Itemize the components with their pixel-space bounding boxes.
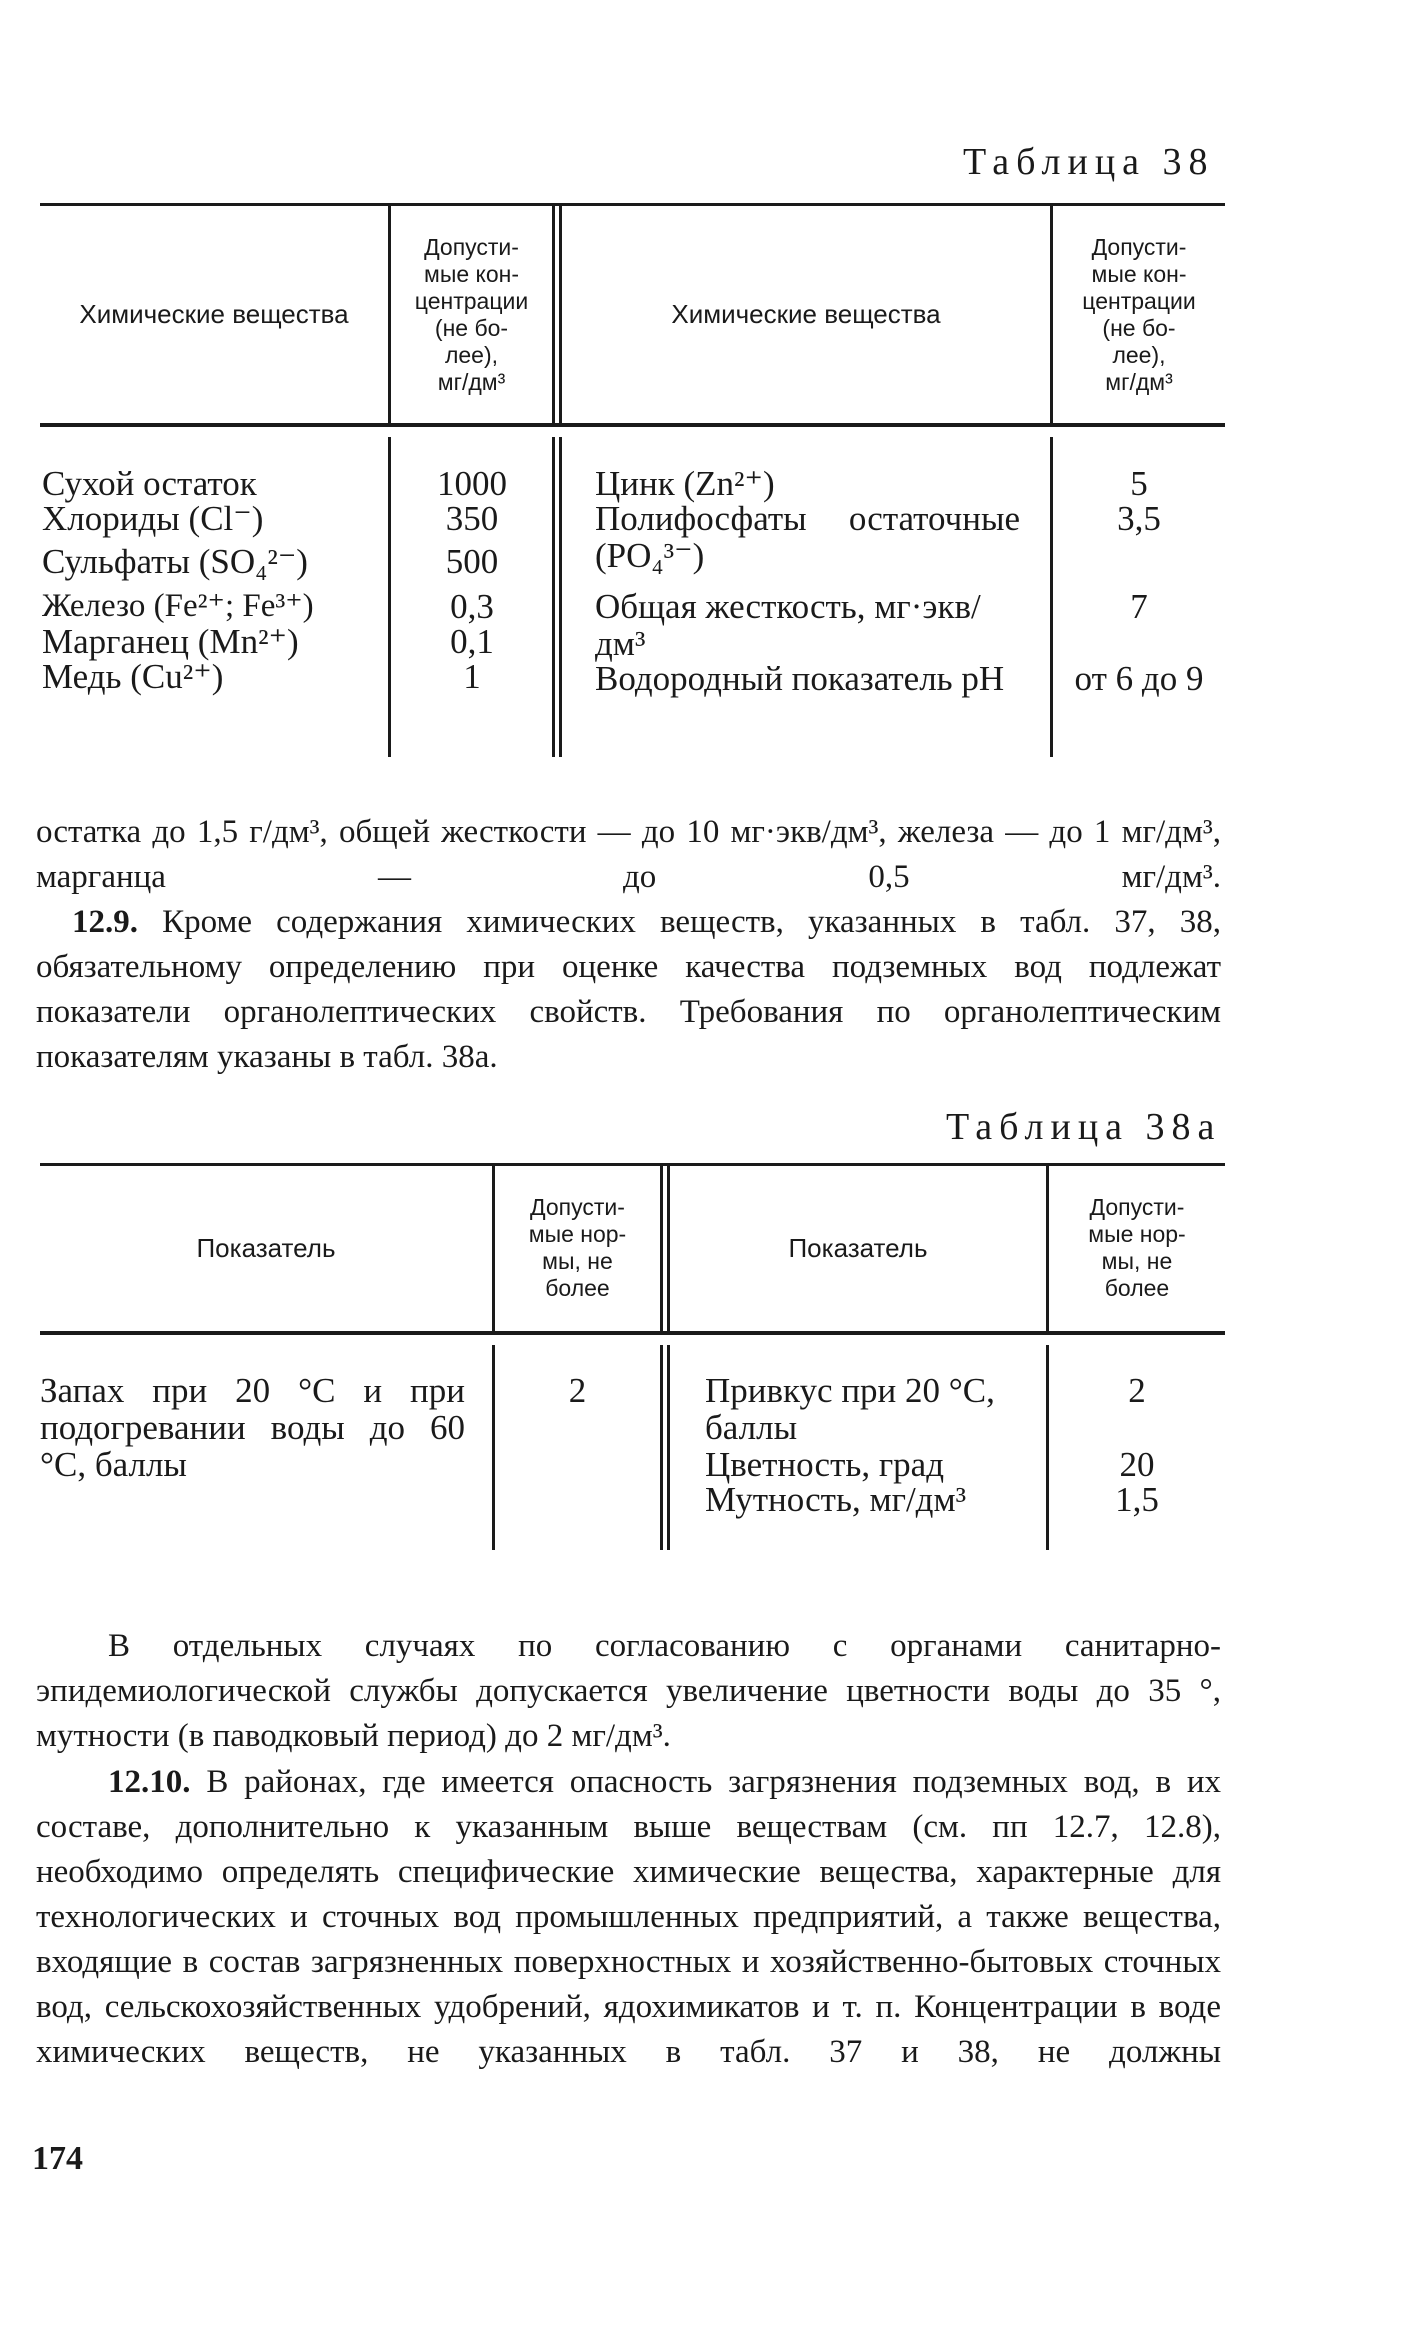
table-38-cell-name: Сухой остаток	[42, 464, 257, 503]
table-38-cell-name: Медь (Cu²⁺)	[42, 657, 224, 696]
table-38-header-concentration: Допусти- мые кон- центрации (не бо- лее), мг/дм³	[414, 234, 529, 395]
table-38-cell-value: 7	[1130, 587, 1148, 626]
table-38-cell-value: 500	[445, 542, 499, 581]
paragraph-12-9: 12.9. Кроме содержания химических веществ, указанных в табл. 37, 38, обязательному определению при оценке качества подземных вод подлежат показатели органолептических свойств. Требования по органолептическим показателям указаны в табл. 38а.	[36, 904, 1221, 1075]
table-38-header-rule	[40, 423, 1225, 427]
table-38-header-substance: Химические вещества	[79, 298, 349, 329]
table-38-cell-name: Железо (Fe²⁺; Fe³⁺)	[42, 588, 314, 624]
table-38-header-substance: Химические вещества	[671, 298, 941, 329]
table-38-body-divider	[388, 437, 391, 757]
table-38a-body-divider	[660, 1345, 663, 1550]
table-38-cell-name: Общая жесткость, мг·экв/дм³	[595, 587, 981, 663]
table-38-cell-value: 0,3	[450, 587, 494, 626]
paragraph-12-10: 12.10. В районах, где имеется опасность загрязнения подземных вод, в их составе, дополнительно к указанным выше веществам (см. пп 12.7, 12.8), необходимо определять специфические химические вещества, характерные для технологических и сточных вод промышленных предприятий, а также вещества, входящие в состав загрязненных поверхностных и хозяйственно-бытовых сточных вод, сельскохозяйственных удобрений, ядохимикатов и т. п. Концентрации в воде химических веществ, не указанных в табл. 37 и 38, не должны	[36, 1764, 1221, 2070]
table-38-body-divider	[552, 437, 555, 757]
table-38a-header-norm: Допусти- мые нор- мы, не более	[528, 1194, 627, 1301]
table-38-header-divider	[552, 205, 555, 423]
table-38a-caption: Таблица 38а	[946, 1106, 1222, 1148]
table-38-cell-name: Цинк (Zn²⁺)	[595, 464, 775, 503]
table-38a-header-norm: Допусти- мые нор- мы, не более	[1088, 1194, 1186, 1301]
table-38-cell-value: 5	[1130, 464, 1148, 503]
table-38-cell-value: 1000	[437, 464, 507, 503]
paragraph-note: В отдельных случаях по согласованию с органами санитарно-эпидемиологической службы допускается увеличение цветности воды до 35 °, мутности (в паводковый период) до 2 мг/дм³.	[36, 1628, 1221, 1754]
table-38a-header-divider	[660, 1165, 663, 1331]
table-38a-cell-name: Привкус при 20 °С, баллы	[705, 1371, 995, 1447]
table-38a-cell-value: 1,5	[1115, 1480, 1159, 1519]
table-38-caption: Таблица 38	[963, 141, 1215, 183]
clause-number: 12.10.	[108, 1764, 191, 1800]
table-38a-cell-value: 2	[568, 1371, 587, 1410]
table-38-cell-value: от 6 до 9	[1074, 659, 1204, 698]
table-38a-cell-value: 2	[1128, 1371, 1146, 1410]
table-38a-cell-name: Мутность, мг/дм³	[705, 1480, 967, 1519]
paragraph-continuation: остатка до 1,5 г/дм³, общей жесткости — до 10 мг·экв/дм³, железа — до 1 мг/дм³, марганца — до 0,5 мг/дм³.	[36, 814, 1221, 895]
table-38a-header-indicator: Показатель	[788, 1232, 928, 1263]
table-38a-header-rule	[40, 1331, 1225, 1335]
table-38-cell-value: 0,1	[450, 622, 494, 661]
table-38a-cell-name: Цветность, град	[705, 1445, 945, 1484]
table-38-cell-value: 350	[445, 499, 499, 538]
table-38-cell-value: 1	[463, 657, 481, 696]
page-number: 174	[32, 2140, 83, 2177]
table-38-cell-name: Полифосфаты остаточные (PO₄³⁻)	[595, 499, 1020, 575]
table-38-cell-value: 3,5	[1117, 499, 1161, 538]
table-38a-cell-value: 20	[1119, 1445, 1155, 1484]
table-38-cell-name: Марганец (Mn²⁺)	[42, 622, 299, 661]
table-38a-cell-name: Запах при 20 °С и при подогревании воды до 60 °С, баллы	[40, 1371, 465, 1484]
table-38-body-divider	[559, 437, 562, 757]
table-38-cell-name: Сульфаты (SO₄²⁻)	[42, 542, 308, 581]
table-38-header-concentration: Допусти- мые кон- центрации (не бо- лее), мг/дм³	[1082, 234, 1196, 395]
clause-number: 12.9.	[72, 904, 138, 940]
table-38a-header-indicator: Показатель	[196, 1232, 336, 1263]
table-38-cell-name: Водородный показатель pH	[595, 659, 1005, 698]
table-38a-body-divider	[667, 1345, 670, 1550]
table-38-cell-name: Хлориды (Cl⁻)	[42, 499, 264, 538]
